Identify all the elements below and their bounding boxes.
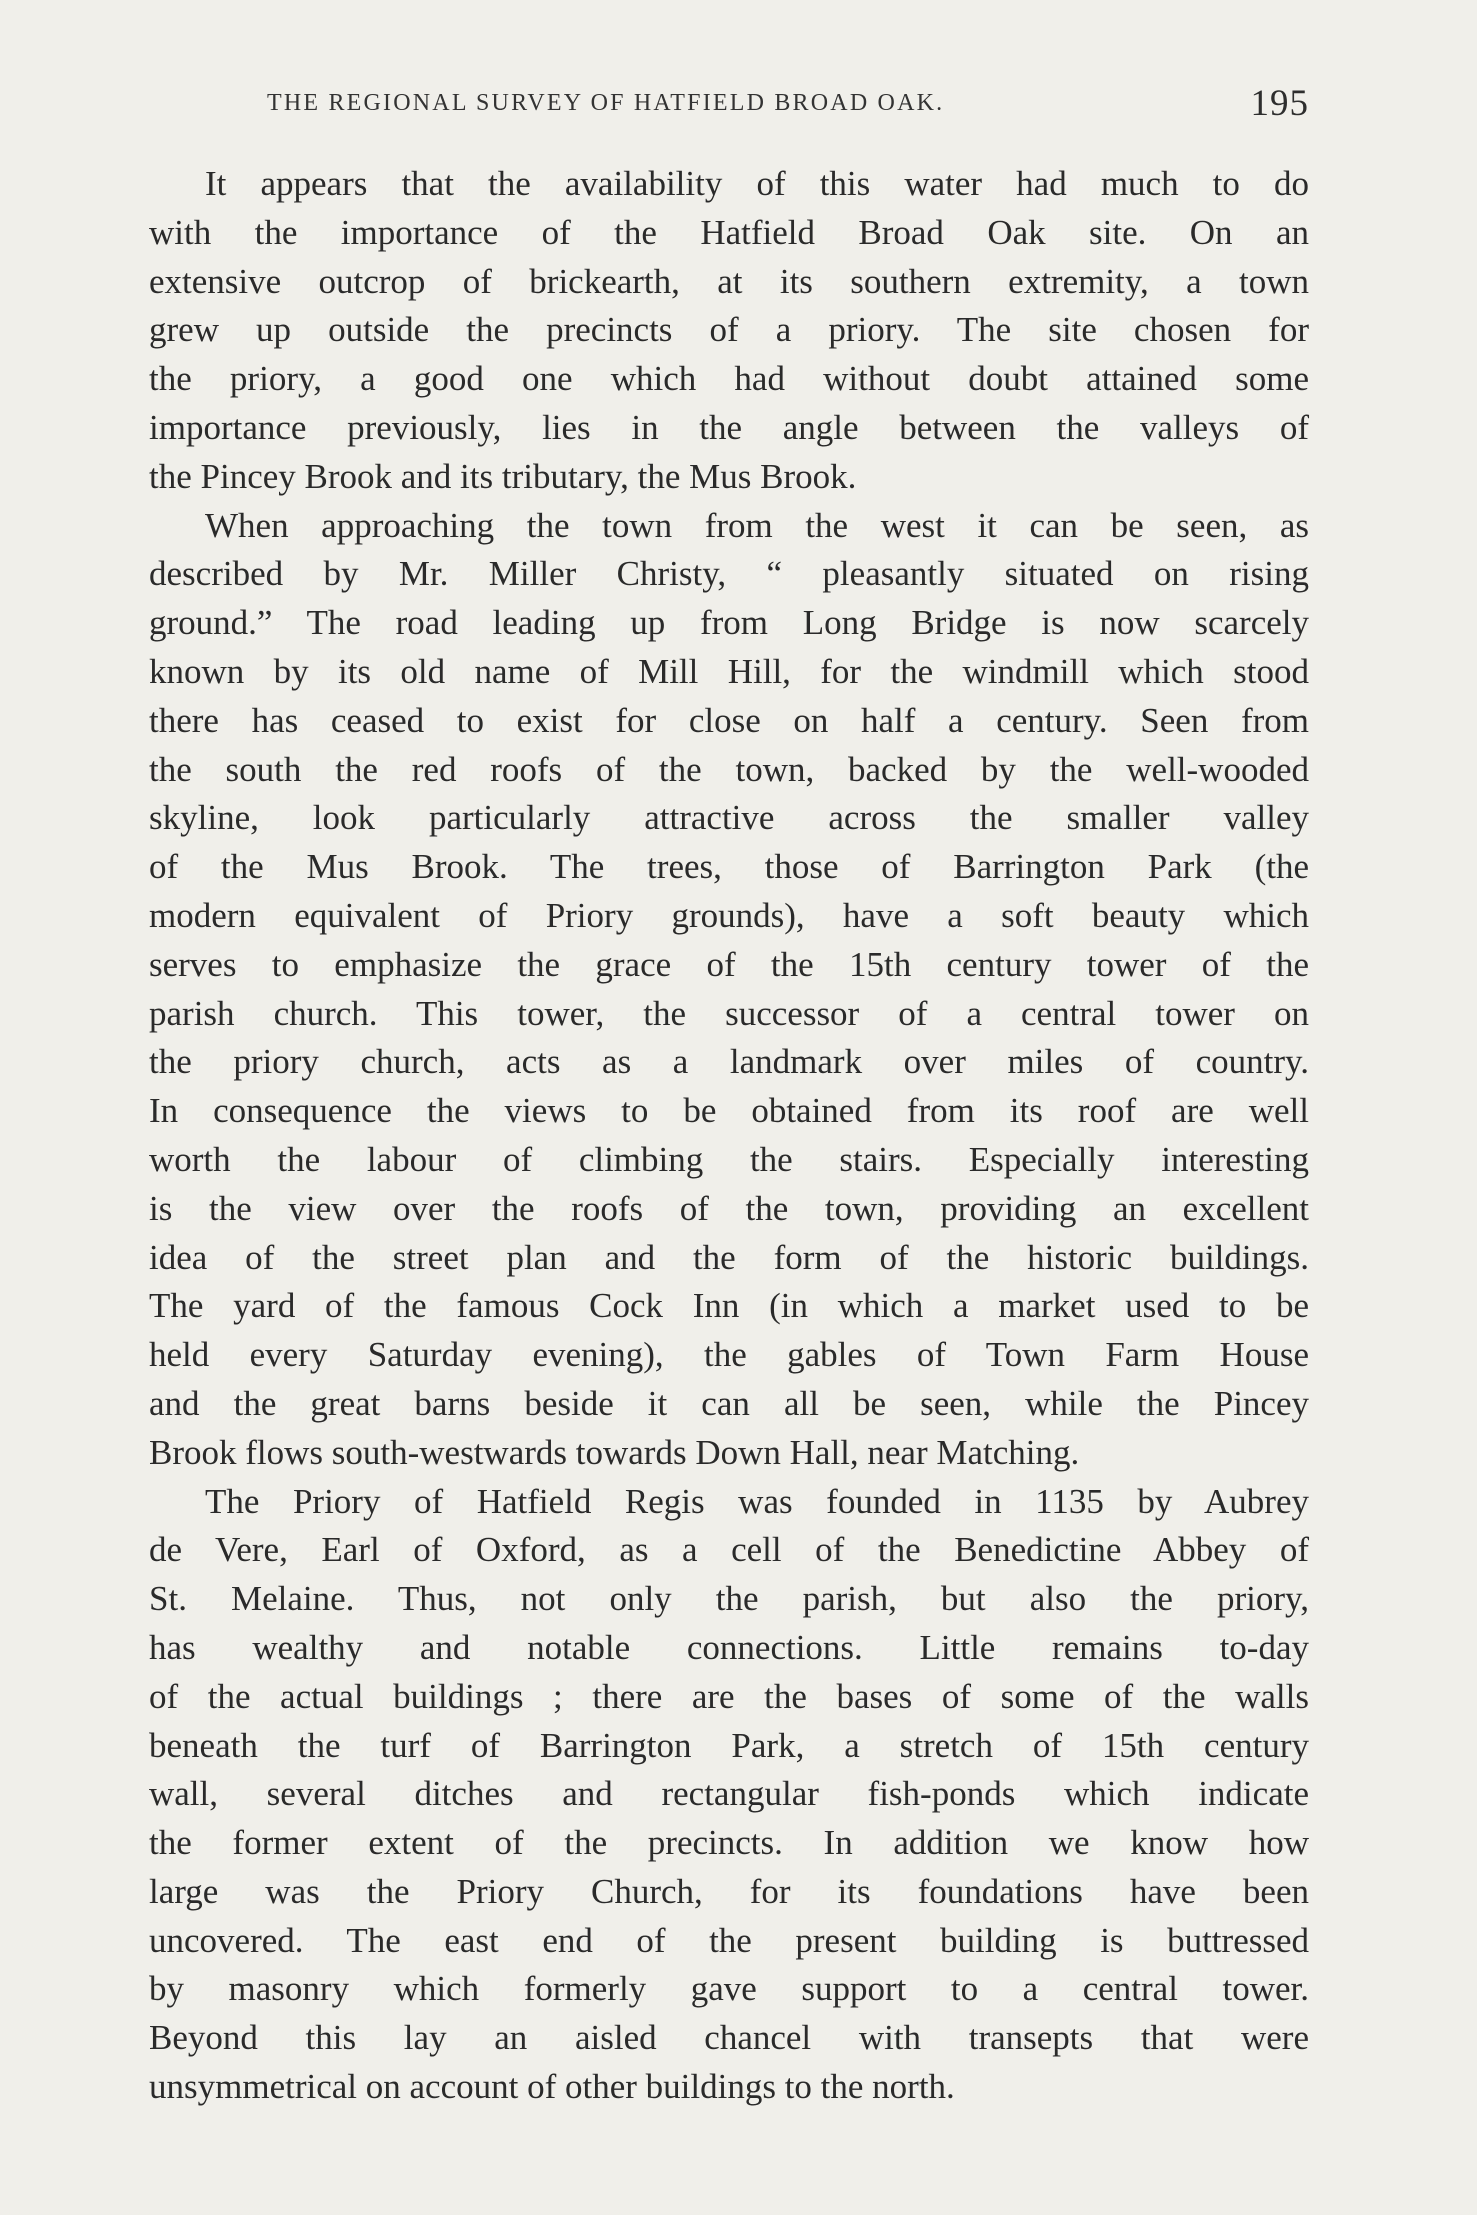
text-line: the south the red roofs of the town, backed by the well-wooded — [149, 749, 1309, 789]
body-text — [149, 160, 1309, 2112]
text-line: skyline, look particularly attractive across the smaller valley — [149, 798, 1309, 838]
text-line: described by Mr. Miller Christy, “ pleasantly situated on rising — [149, 554, 1309, 594]
text-line: of the Mus Brook. The trees, those of Barrington Park (the — [149, 847, 1309, 887]
text-line: by masonry which formerly gave support to a central tower. — [149, 1969, 1309, 2009]
text-line: known by its old name of Mill Hill, for the windmill which stood — [149, 651, 1309, 691]
text-line: has wealthy and notable connections. Little remains to-day — [149, 1627, 1309, 1667]
text-line: parish church. This tower, the successor of a central tower on — [149, 993, 1309, 1033]
text-line: and the great barns beside it can all be seen, while the Pincey — [149, 1383, 1309, 1423]
running-head — [149, 82, 1309, 132]
text-line: the priory church, acts as a landmark over miles of country. — [149, 1042, 1309, 1082]
text-line: held every Saturday evening), the gables of Town Farm House — [149, 1335, 1309, 1375]
text-line: uncovered. The east end of the present building is buttressed — [149, 1920, 1309, 1960]
text-line: importance previously, lies in the angle between the valleys of — [149, 407, 1309, 447]
text-line: grew up outside the precincts of a priory. The site chosen for — [149, 310, 1309, 350]
text-line: is the view over the roofs of the town, providing an excellent — [149, 1188, 1309, 1228]
text-line: ground.” The road leading up from Long Bridge is now scarcely — [149, 603, 1309, 643]
text-line: worth the labour of climbing the stairs. Especially interesting — [149, 1139, 1309, 1179]
text-line: with the importance of the Hatfield Broad Oak site. On an — [149, 212, 1309, 252]
text-line: When approaching the town from the west it can be seen, as — [205, 505, 1309, 545]
text-line: In consequence the views to be obtained from its roof are well — [149, 1091, 1309, 1131]
text-line: of the actual buildings ; there are the bases of some of the walls — [149, 1676, 1309, 1716]
text-line: Beyond this lay an aisled chancel with transepts that were — [149, 2018, 1309, 2058]
text-line: St. Melaine. Thus, not only the parish, but also the priory, — [149, 1579, 1309, 1619]
running-title: THE REGIONAL SURVEY OF HATFIELD BROAD OAK. — [267, 90, 945, 116]
text-line: there has ceased to exist for close on half a century. Seen from — [149, 700, 1309, 740]
text-line: large was the Priory Church, for its foundations have been — [149, 1871, 1309, 1911]
text-line: idea of the street plan and the form of the historic buildings. — [149, 1237, 1309, 1277]
text-line: It appears that the availability of this water had much to do — [205, 164, 1309, 203]
text-line: the former extent of the precincts. In addition we know how — [149, 1823, 1309, 1863]
text-line: The Priory of Hatfield Regis was founded in 1135 by Aubrey — [205, 1481, 1309, 1521]
text-line: the Pincey Brook and its tributary, the Mus Brook. — [149, 456, 857, 496]
text-line: the priory, a good one which had without doubt attained some — [149, 359, 1309, 399]
text-line: beneath the turf of Barrington Park, a stretch of 15th century — [149, 1725, 1309, 1765]
text-line: The yard of the famous Cock Inn (in which a market used to be — [149, 1286, 1309, 1326]
text-line: Brook flows south-westwards towards Down Hall, near Matching. — [149, 1432, 1080, 1472]
text-line: extensive outcrop of brickearth, at its southern extremity, a town — [149, 261, 1309, 301]
text-line: modern equivalent of Priory grounds), have a soft beauty which — [149, 895, 1309, 935]
text-line: unsymmetrical on account of other buildings to the north. — [149, 2067, 955, 2107]
text-line: serves to emphasize the grace of the 15th century tower of the — [149, 944, 1309, 984]
text-line: wall, several ditches and rectangular fish-ponds which indicate — [149, 1774, 1309, 1814]
page-number: 195 — [1250, 83, 1309, 124]
text-line: de Vere, Earl of Oxford, as a cell of the Benedictine Abbey of — [149, 1530, 1309, 1570]
